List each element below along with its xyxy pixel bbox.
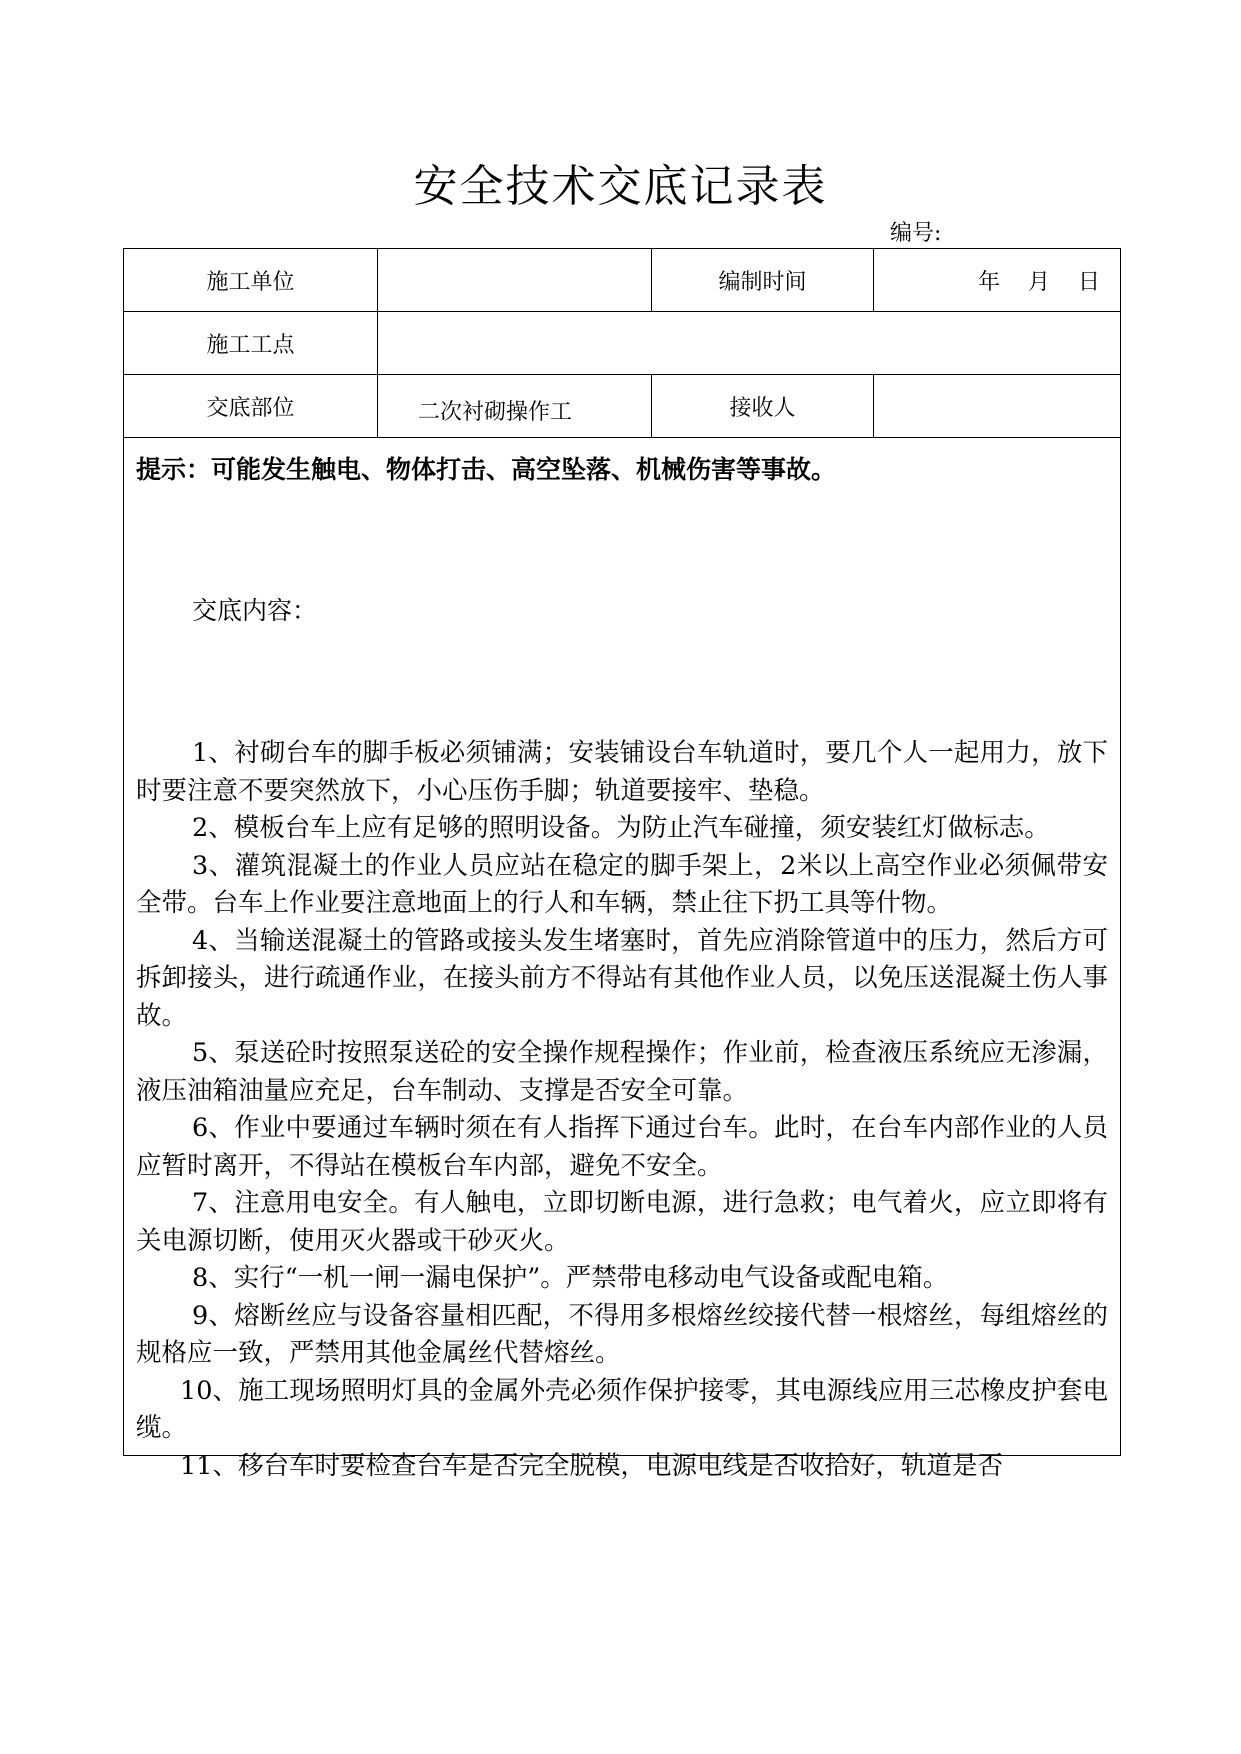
content-items xyxy=(136,735,1108,1485)
content-item: 2、模板台车上应有足够的照明设备。为防止汽车碰撞，须安装红灯做标志。 xyxy=(192,813,1050,843)
row-part xyxy=(124,375,1121,438)
unit-label: 施工单位 xyxy=(124,249,378,312)
briefing-form-table xyxy=(123,248,1121,1481)
unit-value[interactable] xyxy=(378,249,652,312)
row-content xyxy=(124,438,1121,1456)
content-item: 9、熔断丝应与设备容量相匹配，不得用多根熔丝绞接代替一根熔丝，每组熔丝的规格应一致，严禁用其他金属丝代替熔丝。 xyxy=(136,1300,1108,1368)
site-label: 施工工点 xyxy=(124,312,378,375)
content-intro: 交底内容： xyxy=(192,596,318,625)
content-cell xyxy=(124,438,1121,1481)
site-value[interactable] xyxy=(378,312,1121,375)
content-item: 7、注意用电安全。有人触电，立即切断电源，进行急救；电气着火，应立即将有关电源切断，使用灭火器或干砂灭火。 xyxy=(136,1188,1108,1256)
receiver-label: 接收人 xyxy=(652,375,874,438)
date-value-text: 年 月 日 xyxy=(978,269,1100,295)
content-item: 4、当输送混凝土的管路或接头发生堵塞时，首先应消除管道中的压力，然后方可拆卸接头，进行疏通作业，在接头前方不得站有其他作业人员，以免压送混凝土伤人事故。 xyxy=(136,925,1108,1031)
hazard-hint: 提示：可能发生触电、物体打击、高空坠落、机械伤害等事故。 xyxy=(136,455,837,484)
content-wrap xyxy=(136,450,1108,1481)
row-site xyxy=(124,312,1121,375)
receiver-value[interactable] xyxy=(874,375,1121,438)
date-value[interactable] xyxy=(874,249,1121,312)
content-item: 8、实行“一机一闸一漏电保护”。严禁带电移动电气设备或配电箱。 xyxy=(192,1263,949,1293)
part-label: 交底部位 xyxy=(124,375,378,438)
page-title: 安全技术交底记录表 xyxy=(413,161,828,212)
part-value[interactable] xyxy=(378,375,652,438)
content-item: 11、移台车时要检查台车是否完全脱模，电源电线是否收拾好，轨道是否 xyxy=(180,1450,1003,1481)
content-item: 6、作业中要通过车辆时须在有人指挥下通过台车。此时，在台车内部作业的人员应暂时离开，不得站在模板台车内部，避免不安全。 xyxy=(136,1113,1108,1181)
content-item: 1、衬砌台车的脚手板必须铺满；安装铺设台车轨道时，要几个人一起用力，放下时要注意不要突然放下，小心压伤手脚；轨道要接牢、垫稳。 xyxy=(136,738,1108,806)
date-label: 编制时间 xyxy=(652,249,874,312)
part-value-text: 二次衬砌操作工 xyxy=(418,399,573,425)
doc-number-label: 编号: xyxy=(890,221,942,246)
row-unit xyxy=(124,249,1121,312)
content-item: 10、施工现场照明灯具的金属外壳必须作保护接零，其电源线应用三芯橡皮护套电缆。 xyxy=(136,1375,1108,1443)
content-item: 3、灌筑混凝土的作业人员应站在稳定的脚手架上，2米以上高空作业必须佩带安全带。台车上作业要注意地面上的行人和车辆，禁止往下扔工具等什物。 xyxy=(136,850,1108,918)
content-item: 5、泵送砼时按照泵送砼的安全操作规程操作；作业前，检查液压系统应无渗漏，液压油箱油量应充足，台车制动、支撑是否安全可靠。 xyxy=(136,1038,1108,1106)
